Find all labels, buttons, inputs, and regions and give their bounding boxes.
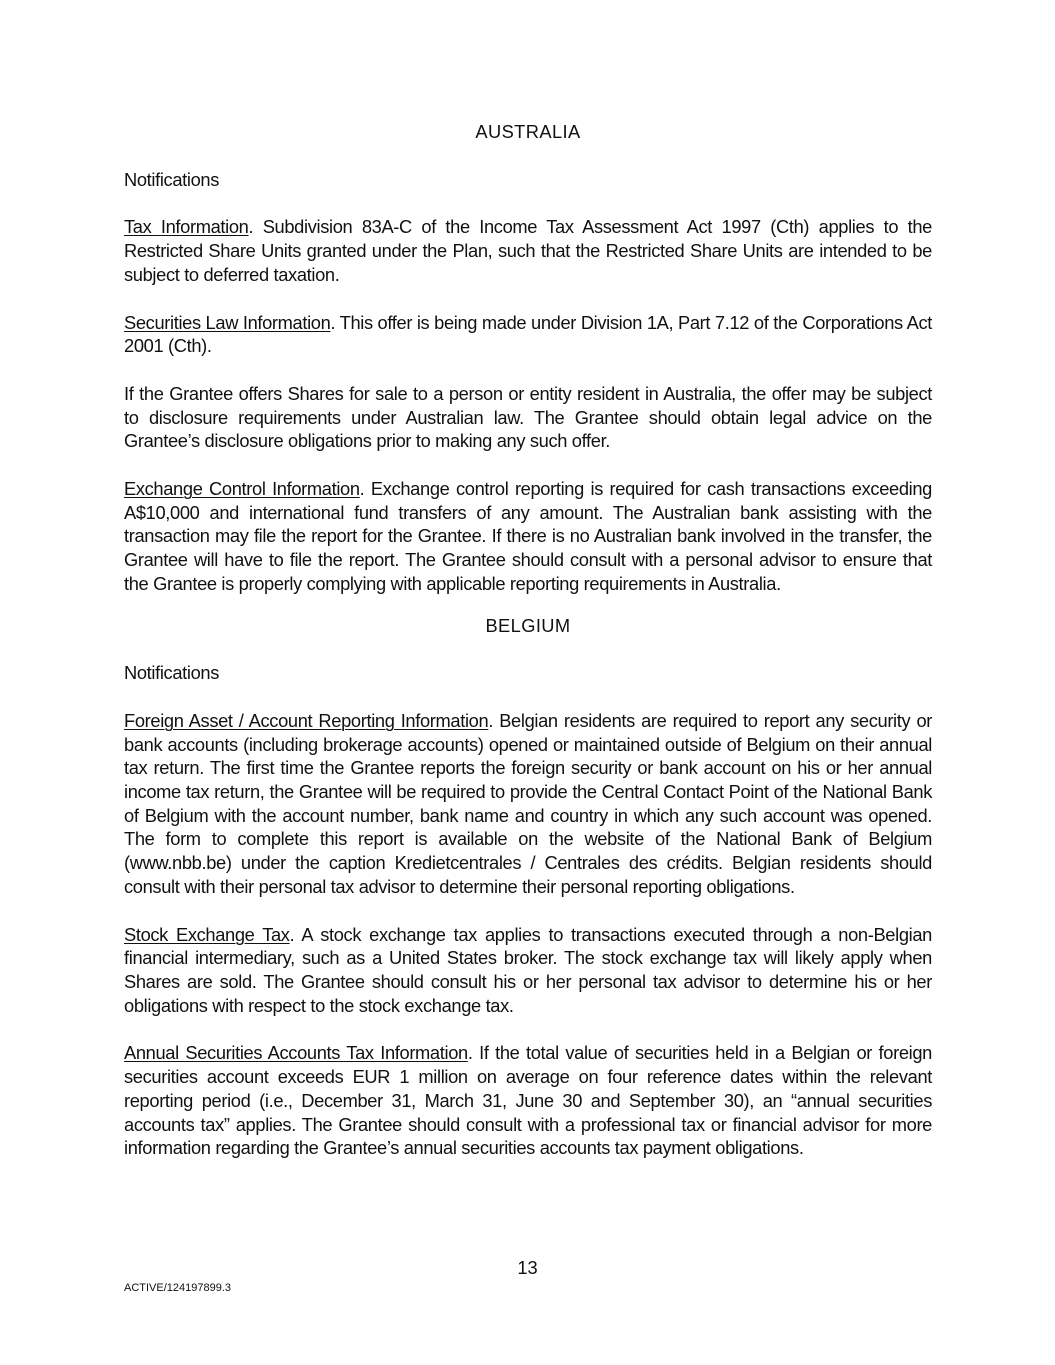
securities-law-text: . This offer is being made under Division 1A, Part 7.12 of the Corporations Act 2001 (Cth). bbox=[124, 311, 932, 357]
annual-securities-title: Annual Securities Accounts Tax Information bbox=[124, 1042, 468, 1064]
stock-exchange-tax-paragraph bbox=[124, 923, 932, 1018]
foreign-asset-title: Foreign Asset / Account Reporting Information bbox=[124, 709, 489, 731]
exchange-control-text: . Exchange control reporting is required for cash transactions exceeding A$10,000 and international fund transfers of any amount. The Australian bank assisting with the transaction may file the report for the Grantee. If there is no Australian bank involved in the transfer, the Grantee will have to file the report. The Grantee should consult with a personal advisor to ensure that the Grantee is properly complying with applicable reporting requirements in Australia. bbox=[124, 478, 932, 594]
foreign-asset-text: . Belgian residents are required to report any security or bank accounts (including brokerage accounts) opened or maintained outside of Belgium on their annual tax return. The first time the Grantee reports the foreign security or bank account on his or her annual income tax return, the Grantee will be required to provide the Central Contact Point of the National Bank of Belgium with the account number, bank name and country in which any such account was opened. The form to complete this report is available on the website of the National Bank of Belgium (www.nbb.be) under the caption Kredietcentrales / Centrales des crédits. Belgian residents should consult with their personal tax advisor to determine their personal reporting obligations. bbox=[124, 709, 932, 897]
securities-law-title: Securities Law Information bbox=[124, 311, 331, 333]
exchange-control-paragraph bbox=[124, 477, 932, 596]
annual-securities-paragraph bbox=[124, 1041, 932, 1160]
tax-information-title: Tax Information bbox=[124, 216, 249, 238]
foreign-asset-paragraph bbox=[124, 709, 932, 899]
section-heading-australia: AUSTRALIA bbox=[475, 121, 581, 142]
tax-information-text: . Subdivision 83A-C of the Income Tax Assessment Act 1997 (Cth) applies to the Restricted Share Units granted under the Plan, such that the Restricted Share Units are intended to be subject to deferred taxation. bbox=[124, 216, 932, 285]
stock-exchange-tax-title: Stock Exchange Tax bbox=[124, 923, 290, 945]
offer-disclosure-paragraph: If the Grantee offers Shares for sale to a person or entity resident in Australia, the offer may be subject to disclosure requirements under Australian law. The Grantee should obtain legal advice on the Grantee’s disclosure obligations prior to making any such offer. bbox=[124, 382, 932, 452]
document-id: ACTIVE/124197899.3 bbox=[124, 1282, 232, 1294]
section-heading-belgium: BELGIUM bbox=[485, 614, 571, 636]
securities-law-paragraph bbox=[124, 311, 932, 358]
notifications-label-australia: Notifications bbox=[124, 168, 220, 190]
tax-information-paragraph bbox=[124, 215, 932, 286]
exchange-control-title: Exchange Control Information bbox=[124, 478, 360, 500]
annual-securities-text: . If the total value of securities held in a Belgian or foreign securities account exceeds EUR 1 million on average on four reference dates within the relevant reporting period (i.e., December 31, March 31, June 30 and September 30), an “annual securities accounts tax” applies. The Grantee should consult with a professional tax or financial advisor for more information regarding the Grantee’s annual securities accounts tax payment obligations. bbox=[124, 1042, 932, 1159]
page-number: 13 bbox=[517, 1257, 538, 1278]
notifications-label-belgium: Notifications bbox=[124, 662, 220, 684]
document-page bbox=[124, 120, 932, 1184]
stock-exchange-tax-text: . A stock exchange tax applies to transactions executed through a non-Belgian financial intermediary, such as a United States broker. The stock exchange tax will likely apply when Shares are sold. The Grantee should consult his or her personal tax advisor to determine his or her obligations with respect to the stock exchange tax. bbox=[124, 923, 932, 1016]
